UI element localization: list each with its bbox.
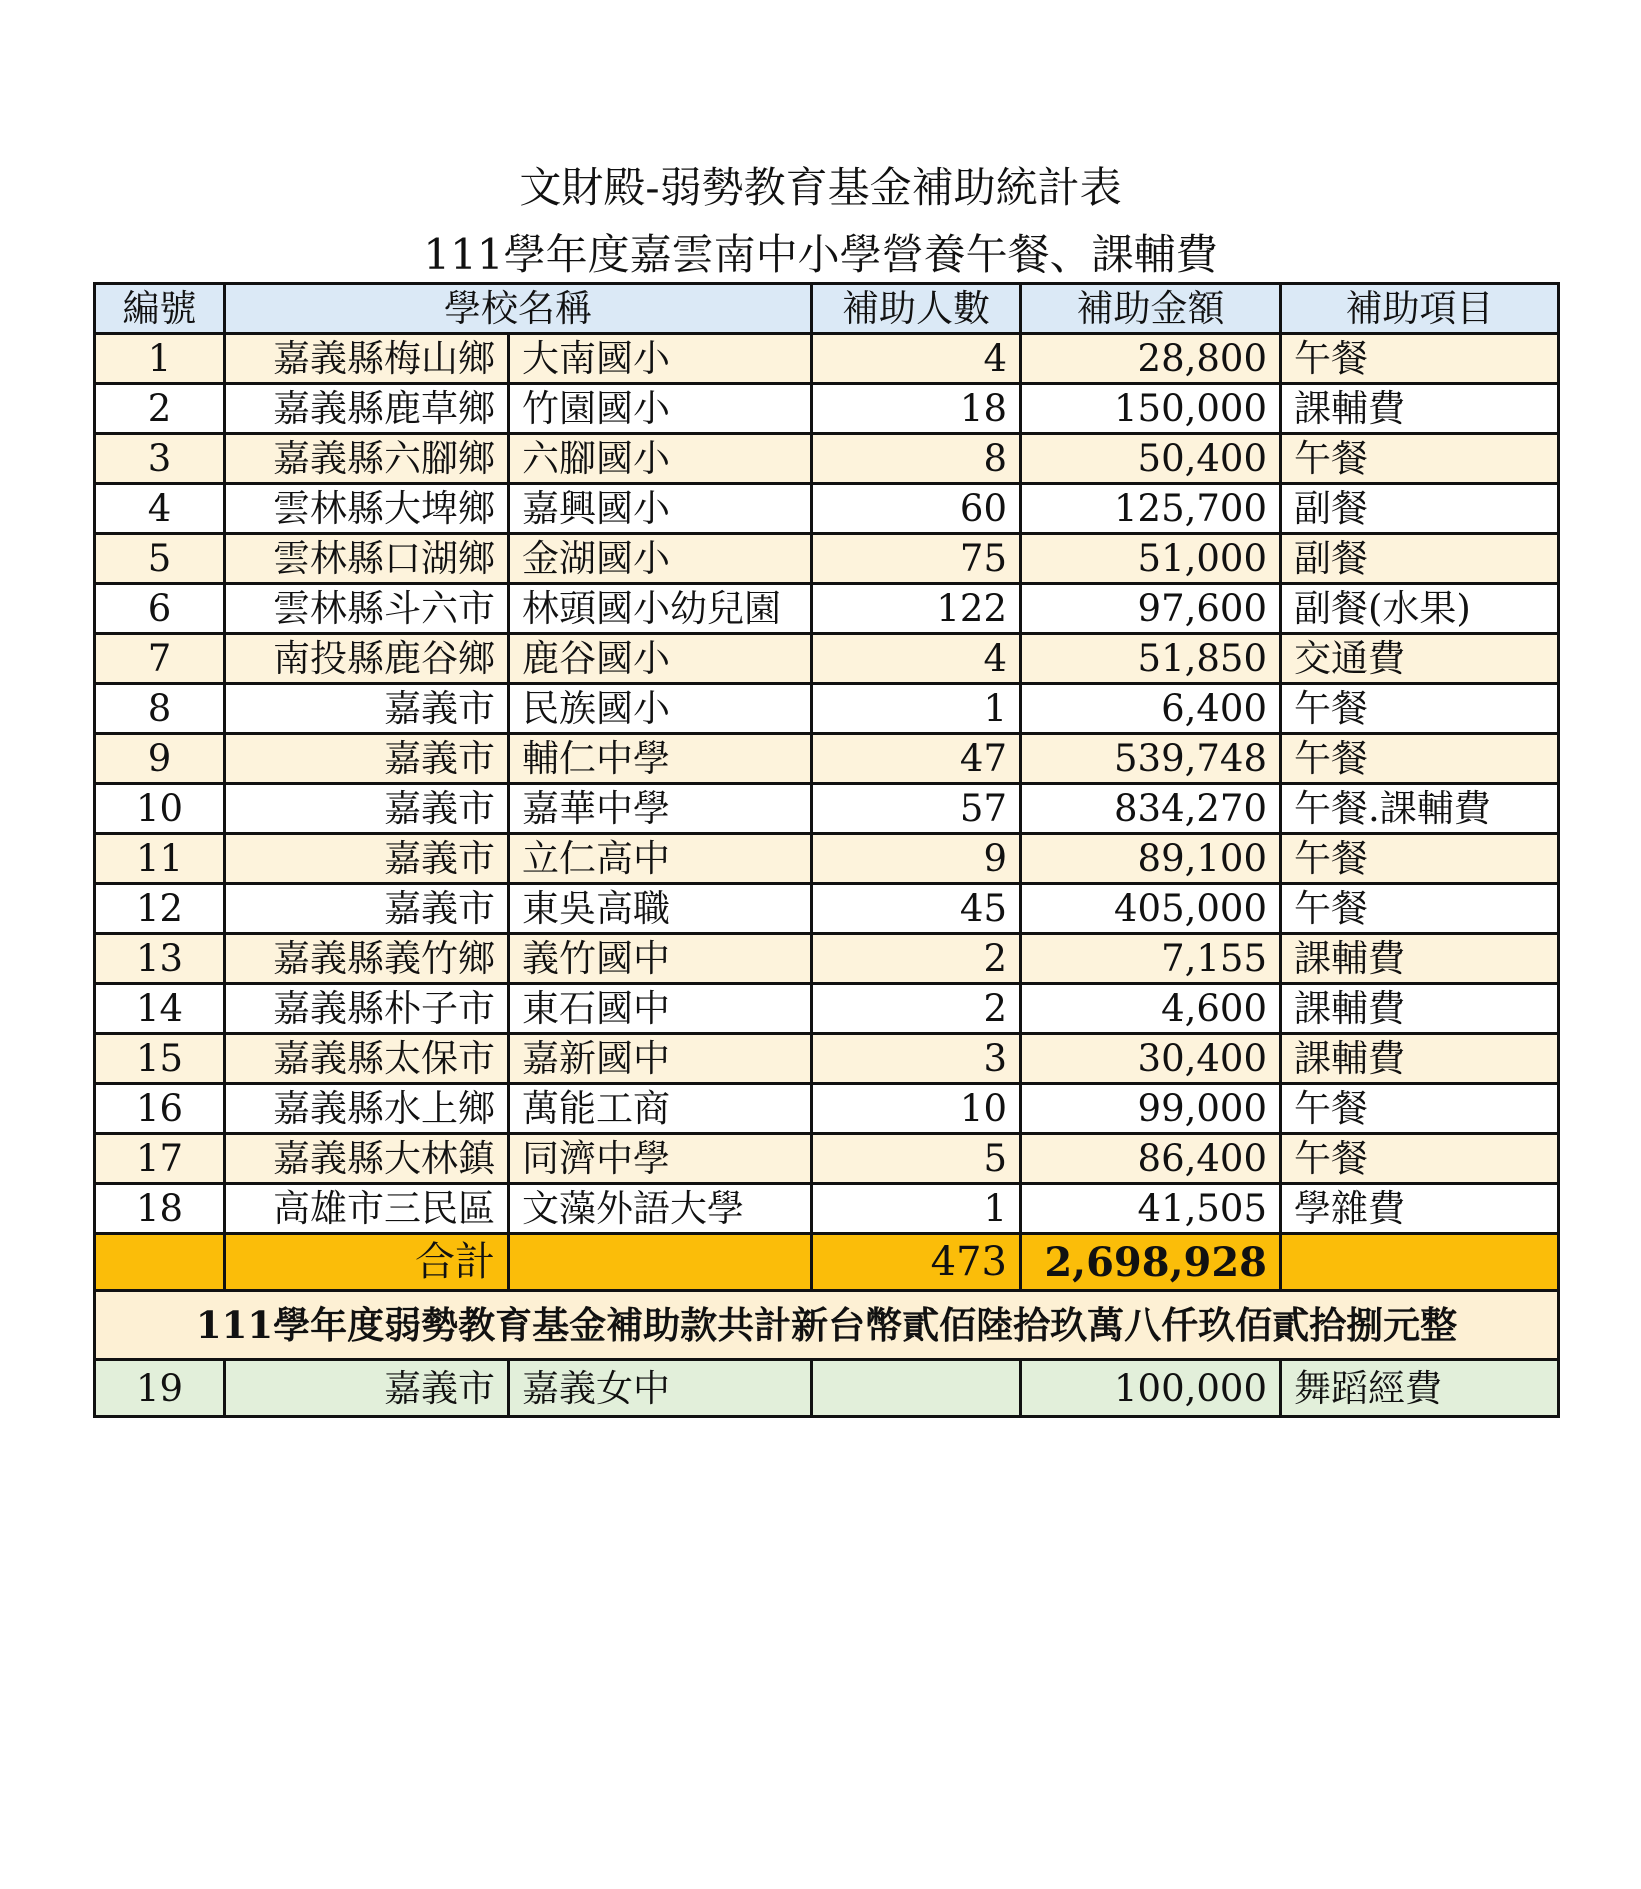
row-amount: 4,600 (1021, 984, 1281, 1034)
extra-school: 嘉義女中 (509, 1360, 812, 1417)
row-item: 課輔費 (1281, 984, 1559, 1034)
row-item: 午餐 (1281, 1134, 1559, 1184)
row-amount: 7,155 (1021, 934, 1281, 984)
extra-number: 19 (95, 1360, 225, 1417)
total-label: 合計 (225, 1234, 509, 1291)
row-school: 東石國中 (509, 984, 812, 1034)
row-item: 副餐 (1281, 484, 1559, 534)
header-count: 補助人數 (812, 284, 1021, 334)
row-region: 嘉義縣大林鎮 (225, 1134, 509, 1184)
total-empty-school (509, 1234, 812, 1291)
row-count: 75 (812, 534, 1021, 584)
row-count: 122 (812, 584, 1021, 634)
row-school: 萬能工商 (509, 1084, 812, 1134)
table-row (95, 684, 1559, 734)
row-count: 45 (812, 884, 1021, 934)
row-region: 嘉義縣六腳鄉 (225, 434, 509, 484)
row-number: 8 (95, 684, 225, 734)
row-item: 午餐 (1281, 734, 1559, 784)
row-amount: 405,000 (1021, 884, 1281, 934)
row-count: 47 (812, 734, 1021, 784)
row-number: 12 (95, 884, 225, 934)
row-region: 嘉義市 (225, 784, 509, 834)
row-amount: 125,700 (1021, 484, 1281, 534)
row-count: 18 (812, 384, 1021, 434)
row-amount: 86,400 (1021, 1134, 1281, 1184)
row-count: 10 (812, 1084, 1021, 1134)
row-count: 60 (812, 484, 1021, 534)
row-school: 東吳高職 (509, 884, 812, 934)
row-count: 8 (812, 434, 1021, 484)
row-number: 18 (95, 1184, 225, 1234)
row-amount: 150,000 (1021, 384, 1281, 434)
header-amount: 補助金額 (1021, 284, 1281, 334)
row-school: 民族國小 (509, 684, 812, 734)
row-region: 嘉義縣鹿草鄉 (225, 384, 509, 434)
row-number: 17 (95, 1134, 225, 1184)
row-item: 午餐 (1281, 834, 1559, 884)
table-row (95, 1084, 1559, 1134)
table-row (95, 1034, 1559, 1084)
row-amount: 51,850 (1021, 634, 1281, 684)
row-number: 9 (95, 734, 225, 784)
row-number: 7 (95, 634, 225, 684)
row-region: 嘉義縣義竹鄉 (225, 934, 509, 984)
table-title: 文財殿-弱勢教育基金補助統計表 (519, 163, 1122, 212)
total-amount: 2,698,928 (1021, 1234, 1281, 1291)
extra-row (95, 1360, 1559, 1417)
subsidy-table (93, 282, 1560, 1418)
row-school: 立仁高中 (509, 834, 812, 884)
row-region: 嘉義縣太保市 (225, 1034, 509, 1084)
row-number: 11 (95, 834, 225, 884)
header-row (95, 284, 1559, 334)
row-region: 嘉義縣朴子市 (225, 984, 509, 1034)
table-row (95, 1184, 1559, 1234)
table-row (95, 984, 1559, 1034)
row-item: 課輔費 (1281, 384, 1559, 434)
row-school: 林頭國小幼兒園 (509, 584, 812, 634)
table-row (95, 434, 1559, 484)
table-row (95, 634, 1559, 684)
row-region: 雲林縣斗六市 (225, 584, 509, 634)
row-amount: 30,400 (1021, 1034, 1281, 1084)
table-row (95, 484, 1559, 534)
row-region: 嘉義市 (225, 684, 509, 734)
row-region: 嘉義縣水上鄉 (225, 1084, 509, 1134)
table-row (95, 734, 1559, 784)
extra-item: 舞蹈經費 (1281, 1360, 1559, 1417)
table-row (95, 884, 1559, 934)
header-school: 學校名稱 (225, 284, 812, 334)
row-region: 雲林縣口湖鄉 (225, 534, 509, 584)
row-school: 嘉興國小 (509, 484, 812, 534)
row-school: 嘉新國中 (509, 1034, 812, 1084)
row-school: 鹿谷國小 (509, 634, 812, 684)
row-region: 嘉義縣梅山鄉 (225, 334, 509, 384)
row-item: 午餐 (1281, 684, 1559, 734)
header-no: 編號 (95, 284, 225, 334)
row-number: 4 (95, 484, 225, 534)
row-number: 16 (95, 1084, 225, 1134)
row-amount: 539,748 (1021, 734, 1281, 784)
row-region: 雲林縣大埤鄉 (225, 484, 509, 534)
row-school: 文藻外語大學 (509, 1184, 812, 1234)
row-region: 嘉義市 (225, 834, 509, 884)
row-item: 午餐 (1281, 334, 1559, 384)
row-region: 高雄市三民區 (225, 1184, 509, 1234)
table-row (95, 934, 1559, 984)
row-item: 副餐(水果) (1281, 584, 1559, 634)
row-number: 2 (95, 384, 225, 434)
row-count: 2 (812, 934, 1021, 984)
row-number: 5 (95, 534, 225, 584)
table-subtitle: 111學年度嘉雲南中小學營養午餐、課輔費 (423, 230, 1218, 279)
row-count: 4 (812, 334, 1021, 384)
extra-count (812, 1360, 1021, 1417)
extra-amount: 100,000 (1021, 1360, 1281, 1417)
total-count: 473 (812, 1234, 1021, 1291)
table-row (95, 584, 1559, 634)
row-amount: 99,000 (1021, 1084, 1281, 1134)
row-number: 15 (95, 1034, 225, 1084)
row-count: 2 (812, 984, 1021, 1034)
table-row (95, 534, 1559, 584)
row-region: 南投縣鹿谷鄉 (225, 634, 509, 684)
row-item: 午餐 (1281, 1084, 1559, 1134)
row-school: 輔仁中學 (509, 734, 812, 784)
row-amount: 51,000 (1021, 534, 1281, 584)
row-region: 嘉義市 (225, 734, 509, 784)
summary-text: 111學年度弱勢教育基金補助款共計新台幣貳佰陸拾玖萬八仟玖佰貳拾捌元整 (95, 1291, 1559, 1360)
total-row (95, 1234, 1559, 1291)
row-amount: 89,100 (1021, 834, 1281, 884)
row-count: 1 (812, 1184, 1021, 1234)
row-item: 午餐.課輔費 (1281, 784, 1559, 834)
row-school: 嘉華中學 (509, 784, 812, 834)
row-number: 1 (95, 334, 225, 384)
row-amount: 6,400 (1021, 684, 1281, 734)
total-empty-no (95, 1234, 225, 1291)
row-count: 9 (812, 834, 1021, 884)
row-amount: 97,600 (1021, 584, 1281, 634)
table-row (95, 834, 1559, 884)
row-item: 午餐 (1281, 434, 1559, 484)
table-row (95, 384, 1559, 434)
row-item: 午餐 (1281, 884, 1559, 934)
row-item: 課輔費 (1281, 934, 1559, 984)
table-row (95, 334, 1559, 384)
row-number: 14 (95, 984, 225, 1034)
row-school: 六腳國小 (509, 434, 812, 484)
row-region: 嘉義市 (225, 884, 509, 934)
row-item: 交通費 (1281, 634, 1559, 684)
table-row (95, 784, 1559, 834)
row-amount: 50,400 (1021, 434, 1281, 484)
extra-region: 嘉義市 (225, 1360, 509, 1417)
row-number: 3 (95, 434, 225, 484)
row-count: 1 (812, 684, 1021, 734)
row-number: 13 (95, 934, 225, 984)
row-count: 5 (812, 1134, 1021, 1184)
row-count: 4 (812, 634, 1021, 684)
table-row (95, 1134, 1559, 1184)
header-item: 補助項目 (1281, 284, 1559, 334)
row-school: 義竹國中 (509, 934, 812, 984)
row-amount: 41,505 (1021, 1184, 1281, 1234)
row-number: 6 (95, 584, 225, 634)
row-school: 大南國小 (509, 334, 812, 384)
summary-row (95, 1291, 1559, 1360)
row-count: 57 (812, 784, 1021, 834)
row-item: 學雜費 (1281, 1184, 1559, 1234)
row-school: 同濟中學 (509, 1134, 812, 1184)
row-amount: 834,270 (1021, 784, 1281, 834)
total-empty-item (1281, 1234, 1559, 1291)
row-item: 副餐 (1281, 534, 1559, 584)
row-count: 3 (812, 1034, 1021, 1084)
row-school: 竹園國小 (509, 384, 812, 434)
row-item: 課輔費 (1281, 1034, 1559, 1084)
row-school: 金湖國小 (509, 534, 812, 584)
row-amount: 28,800 (1021, 334, 1281, 384)
row-number: 10 (95, 784, 225, 834)
